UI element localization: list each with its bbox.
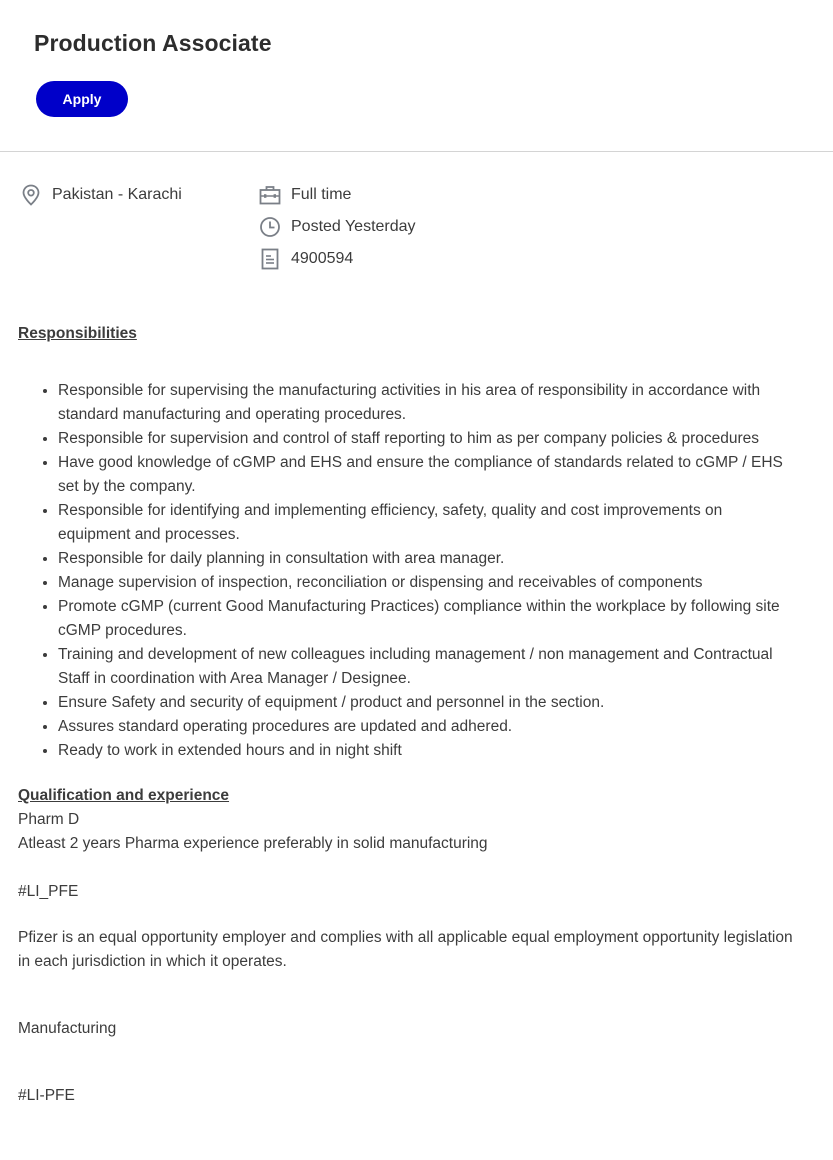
job-description: [18, 318, 798, 1108]
job-header: [0, 0, 833, 152]
hashtag-li-pfe-2: #LI-PFE: [18, 1087, 75, 1104]
document-icon: [259, 248, 281, 270]
responsibilities-heading: Responsibilities: [18, 325, 137, 342]
list-item: • Manage supervision of inspection, reconciliation or dispensing and receivables of components: [58, 571, 798, 595]
job-id-info: [259, 247, 353, 271]
list-item: • Training and development of new colleagues including management / non management and Contractual Staff in coordination with Area Manager / Designee.: [58, 643, 798, 691]
qualification-experience: Atleast 2 years Pharma experience preferably in solid manufacturing: [18, 835, 488, 852]
list-item: • Assures standard operating procedures are updated and adhered.: [58, 715, 798, 739]
qualification-heading: Qualification and experience: [18, 787, 230, 804]
location-info: [20, 183, 182, 207]
list-item: • Responsible for supervision and control of staff reporting to him as per company policies & procedures: [58, 427, 798, 451]
posted-info: [259, 215, 416, 239]
briefcase-icon: [259, 184, 281, 206]
list-item: • Promote cGMP (current Good Manufacturing Practices) compliance within the workplace by following site cGMP procedures.: [58, 595, 798, 643]
job-id-label: 4900594: [291, 250, 354, 267]
hashtag-li-pfe: #LI_PFE: [18, 883, 79, 900]
list-item: • Responsible for supervising the manufacturing activities in his area of responsibility in accordance with standard manufacturing and operating procedures.: [58, 379, 798, 427]
job-type-label: Full time: [291, 186, 352, 203]
job-category: Manufacturing: [18, 1020, 117, 1037]
list-item: • Have good knowledge of cGMP and EHS and ensure the compliance of standards related to cGMP / EHS set by the company.: [58, 451, 798, 499]
job-meta: [0, 183, 833, 283]
location-label: Pakistan - Karachi: [52, 186, 182, 203]
apply-button[interactable]: Apply: [36, 81, 128, 117]
list-item: • Responsible for identifying and implementing efficiency, safety, quality and cost improvements on equipment and processes.: [58, 499, 798, 547]
list-item: • Ensure Safety and security of equipment / product and personnel in the section.: [58, 691, 798, 715]
qualification-degree: Pharm D: [18, 811, 80, 828]
list-item: • Ready to work in extended hours and in night shift: [58, 739, 798, 763]
responsibilities-list: [18, 379, 798, 763]
list-item: • Responsible for daily planning in consultation with area manager.: [58, 547, 798, 571]
job-type-info: [259, 183, 351, 207]
clock-icon: [259, 216, 281, 238]
posted-label: Posted Yesterday: [291, 218, 416, 235]
eeo-statement: Pfizer is an equal opportunity employer and complies with all applicable equal employment opportunity legislation in each jurisdiction in which it operates.: [18, 929, 793, 970]
location-pin-icon: [20, 184, 42, 206]
job-title: Production Associate: [34, 30, 272, 56]
